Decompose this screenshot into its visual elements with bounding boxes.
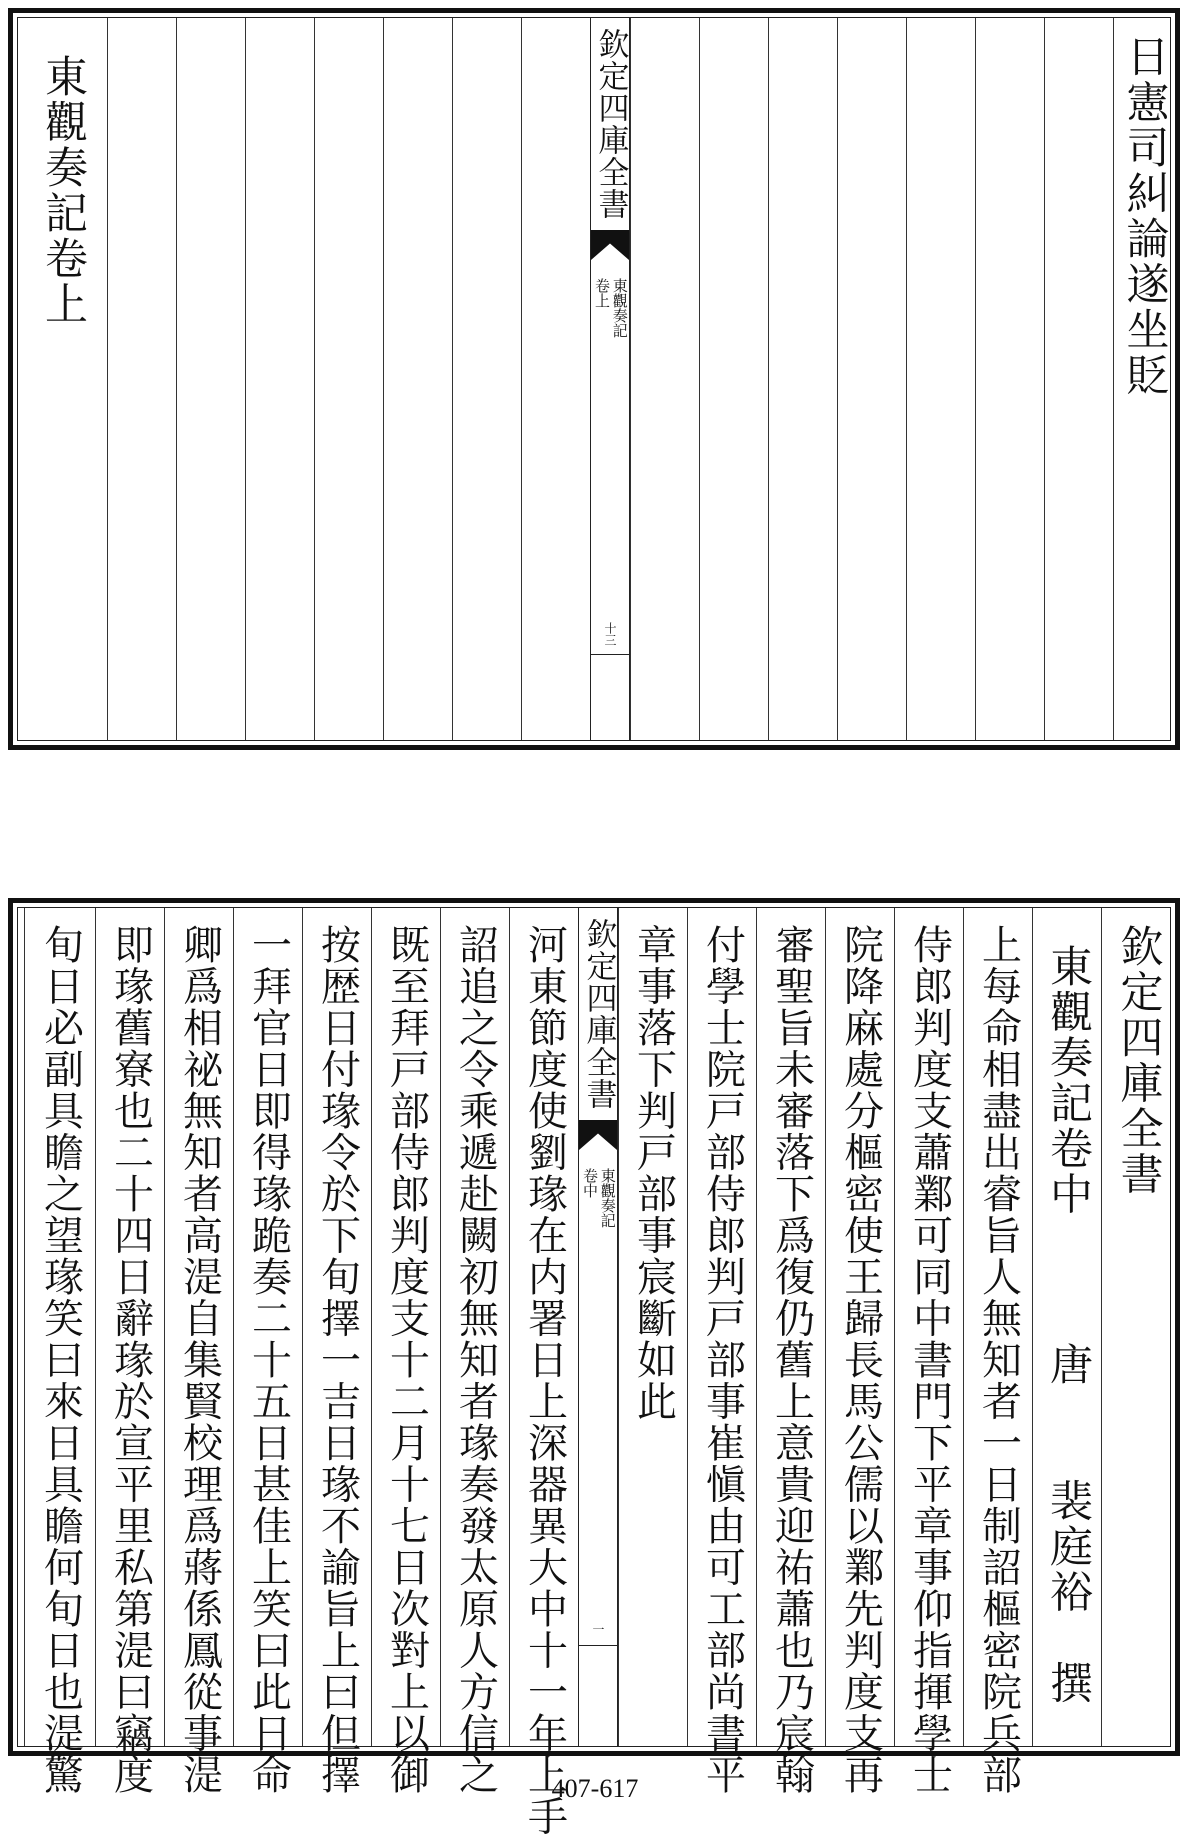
text-column-content: 侍郎判度支蕭鄴可同中書門下平章事仰指揮學士 <box>906 924 953 1796</box>
top-right-header-column <box>1113 18 1174 740</box>
bottom-spine-page-number: 一 <box>591 1623 605 1635</box>
text-column <box>302 908 372 1796</box>
text-column-content: 旬日必副具瞻之望瑑笑曰來日具瞻何旬日也湜驚 <box>37 924 84 1796</box>
top-empty-column <box>314 18 384 740</box>
text-column <box>440 908 510 1796</box>
bottom-spine-book-title: 東觀奏記 <box>598 1168 617 1228</box>
top-spine-book-title: 東觀奏記 <box>610 278 629 338</box>
top-empty-column <box>1044 18 1114 740</box>
text-column <box>825 908 895 1796</box>
text-column <box>164 908 234 1796</box>
bottom-volume-title: 東觀奏記卷中 <box>1043 944 1093 1217</box>
top-empty-column <box>521 18 591 740</box>
text-column-content: 既至拜戸部侍郎判度支十二月十七日次對上以御 <box>383 924 430 1796</box>
top-empty-column <box>768 18 838 740</box>
text-column <box>371 908 441 1796</box>
text-column <box>618 908 688 1746</box>
bottom-collection-header-column <box>1101 908 1174 1746</box>
text-column <box>233 908 303 1796</box>
bottom-spine <box>578 908 618 1746</box>
top-spine-subtitle <box>593 278 627 338</box>
fishtail-mark-icon <box>591 230 629 260</box>
fishtail-mark-icon <box>579 1120 617 1150</box>
page-code: 407-617 <box>551 1774 639 1803</box>
spine-divider <box>579 1645 617 1646</box>
top-empty-column <box>176 18 246 740</box>
text-column <box>756 908 826 1796</box>
top-empty-column <box>837 18 907 740</box>
text-column-content: 付學士院戸部侍郎判戸部事崔愼由可工部尚書平 <box>699 924 746 1796</box>
spine-divider <box>591 654 629 655</box>
text-column-content: 一拜官日即得瑑跪奏二十五日甚佳上笑曰此日命 <box>245 924 292 1796</box>
top-empty-column <box>699 18 769 740</box>
top-spine-volume: 卷上 <box>593 278 611 308</box>
bottom-spine-volume: 卷中 <box>581 1168 599 1198</box>
top-empty-column <box>107 18 177 740</box>
text-column <box>687 908 757 1796</box>
text-column-content: 詔追之令乘遞赴闕初無知者瑑奏發太原人方信之 <box>452 924 499 1796</box>
top-spine-page-number: 十三 <box>603 622 617 646</box>
top-spine <box>590 18 630 740</box>
top-page <box>8 8 1180 750</box>
top-empty-column <box>245 18 315 740</box>
text-column <box>509 908 579 1837</box>
bottom-collection-header: 欽定四庫全書 <box>1113 924 1164 1197</box>
top-spine-collection: 欽定四庫全書 <box>592 28 629 220</box>
top-left-title-text: 東觀奏記卷上 <box>38 54 88 327</box>
text-column <box>95 908 165 1796</box>
text-column <box>24 908 96 1796</box>
top-empty-column <box>975 18 1045 740</box>
top-empty-column <box>906 18 976 740</box>
bottom-spine-subtitle <box>581 1168 615 1228</box>
bottom-author: 唐 裴庭裕 撰 <box>1043 1342 1093 1706</box>
text-column <box>894 908 964 1796</box>
text-column-content: 院降麻處分樞密使王歸長馬公儒以鄴先判度支再 <box>837 924 884 1796</box>
top-empty-column <box>630 18 700 740</box>
text-column-content: 河東節度使劉瑑在内署日上深器異大中十一年上手 <box>521 924 568 1837</box>
top-left-title-column <box>18 18 107 740</box>
bottom-spine-collection: 欽定四庫全書 <box>580 918 617 1110</box>
top-right-header-text: 日憲司糾論遂坐貶 <box>1119 34 1170 398</box>
text-column-content: 章事落下判戸部事宸斷如此 <box>630 924 677 1422</box>
top-page-frame <box>17 17 1171 741</box>
text-column-content: 即瑑舊寮也二十四日辭瑑於宣平里私第湜曰竊度 <box>107 924 154 1796</box>
top-empty-column <box>452 18 522 740</box>
text-column-content: 按歴日付瑑令於下旬擇一吉日瑑不諭旨上曰但擇 <box>314 924 361 1796</box>
text-column <box>963 908 1033 1796</box>
top-empty-column <box>383 18 453 740</box>
text-column-content: 卿爲相祕無知者高湜自集賢校理爲蔣係鳳從事湜 <box>176 924 223 1796</box>
text-column-content: 上每命相盡出睿旨人無知者一日制詔樞密院兵部 <box>975 924 1022 1796</box>
text-column-content: 審聖旨未審落下爲復仍舊上意貴迎祐蕭也乃宸翰 <box>768 924 815 1796</box>
bottom-title-column <box>1032 908 1102 1746</box>
